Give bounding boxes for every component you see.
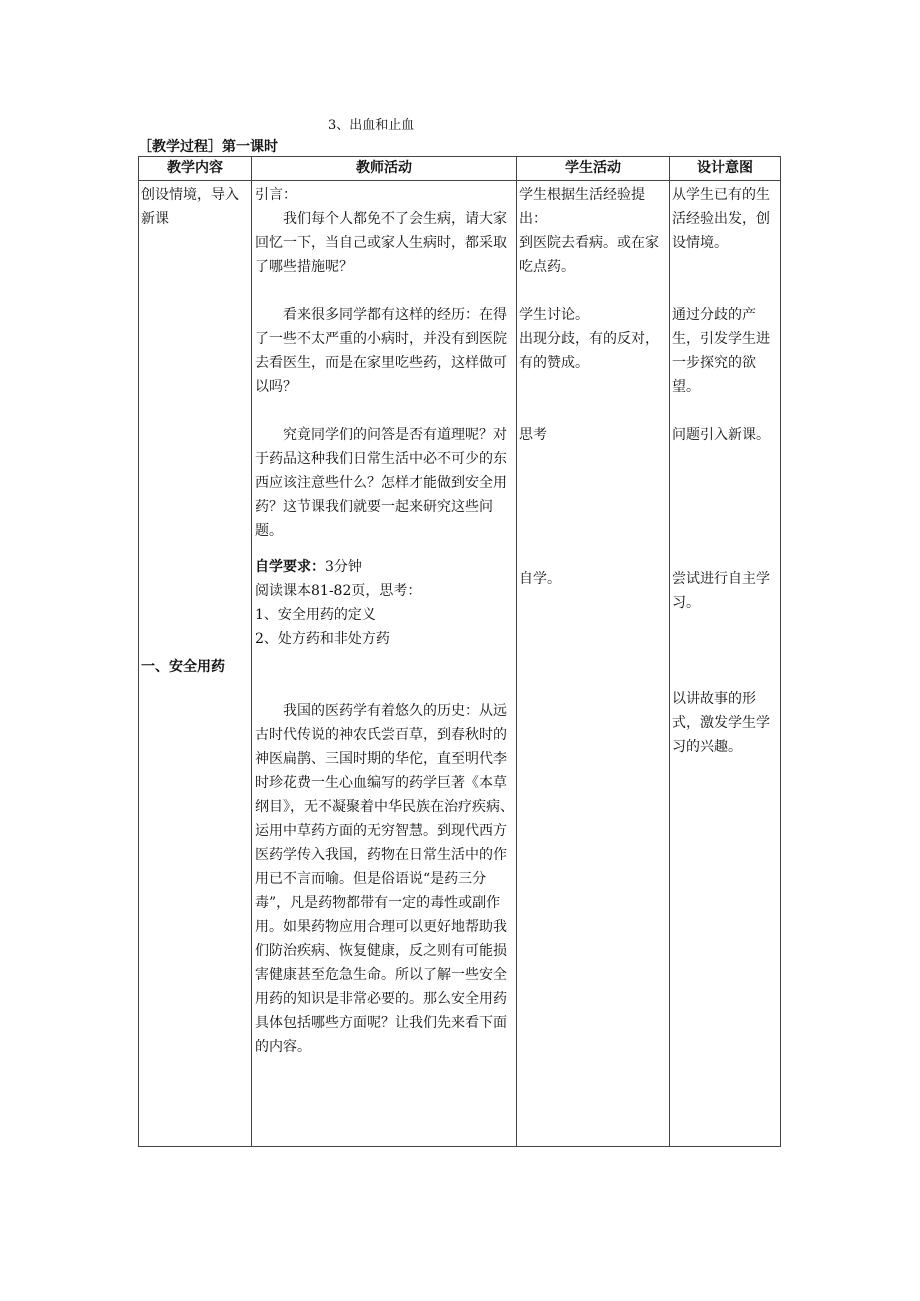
document-title: 3、出血和止血 — [328, 118, 415, 133]
teacher-paragraph: 看来很多同学都有这样的经历：在得了一些不太严重的小病时，并没有到医院去看医生，而是在家里吃些药，这样做可以吗？ — [255, 307, 507, 395]
content-safe-medication: 一、安全用药 — [141, 659, 225, 675]
header-divider — [139, 180, 780, 181]
student-response: 学生根据生活经验提出： — [519, 187, 645, 227]
header-intent: 设计意图 — [697, 160, 753, 176]
teacher-paragraph: 我国的医药学有着悠久的历史：从远古时代传说的神农氏尝百草，到春秋时的神医扁鹊、三国时期的华佗，直至明代李时珍花费一生心血编写的药学巨著《本草纲目》，无不凝聚着中华民族在治疗疾病、运用中草药方面的无穷智慧。到现代西方医药学传入我国，药物在日常生活中的作用已不言而喻。但是俗语说“是药三分毒”，凡是药物都带有一定的毒性或副作用。如果药物应用合理可以更好地帮助我们防治疾病、恢复健康，反之则有可能损害健康甚至危急生命。所以了解一些安全用药的知识是非常必要的。那么安全用药具体包括哪些方面呢？让我们先来看下面的内容。 — [255, 703, 514, 1055]
student-response: 学生讨论。 — [519, 307, 589, 323]
header-student: 学生活动 — [565, 160, 621, 176]
design-intent — [672, 183, 780, 759]
self-study-time: 3分钟 — [325, 559, 362, 575]
self-study-label: 自学要求： — [255, 559, 325, 575]
student-response: 出现分歧，有的反对，有的赞成。 — [519, 331, 659, 371]
student-activity — [519, 183, 669, 591]
teacher-activity — [255, 183, 514, 1059]
intent-note: 从学生已有的生活经验出发，创设情境。 — [672, 187, 770, 251]
student-response: 思考 — [519, 427, 547, 443]
question-item: 2、处方药和非处方药 — [255, 631, 390, 647]
question-item: 1、安全用药的定义 — [255, 607, 376, 623]
column-divider — [251, 157, 252, 1146]
intent-note: 以讲故事的形式，激发学生学习的兴趣。 — [672, 691, 770, 755]
column-divider — [516, 157, 517, 1146]
teacher-paragraph: 究竟同学们的问答是否有道理呢？对于药品这种我们日常生活中必不可少的东西应该注意些什么？怎样才能做到安全用药？这节课我们就要一起来研究这些问题。 — [255, 427, 507, 539]
student-response: 到医院去看病。或在家吃点药。 — [519, 235, 659, 275]
section-heading: ［教学过程］第一课时 — [138, 139, 278, 155]
column-divider — [669, 157, 670, 1146]
teacher-paragraph: 我们每个人都免不了会生病，请大家回忆一下，当自己或家人生病时，都采取了哪些措施呢？ — [255, 211, 507, 275]
intent-note: 问题引入新课。 — [672, 427, 770, 443]
reading-task: 阅读课本81-82页，思考： — [255, 583, 422, 599]
intent-note: 尝试进行自主学习。 — [672, 571, 770, 611]
intent-note: 通过分歧的产生，引发学生进一步探究的欲望。 — [672, 307, 770, 395]
lesson-table — [138, 156, 781, 1147]
content-intro: 创设情境，导入新课 — [141, 187, 239, 227]
student-response: 自学。 — [519, 571, 561, 587]
header-content: 教学内容 — [167, 160, 223, 176]
teacher-opening: 引言： — [255, 187, 297, 203]
header-teacher: 教师活动 — [356, 160, 412, 176]
